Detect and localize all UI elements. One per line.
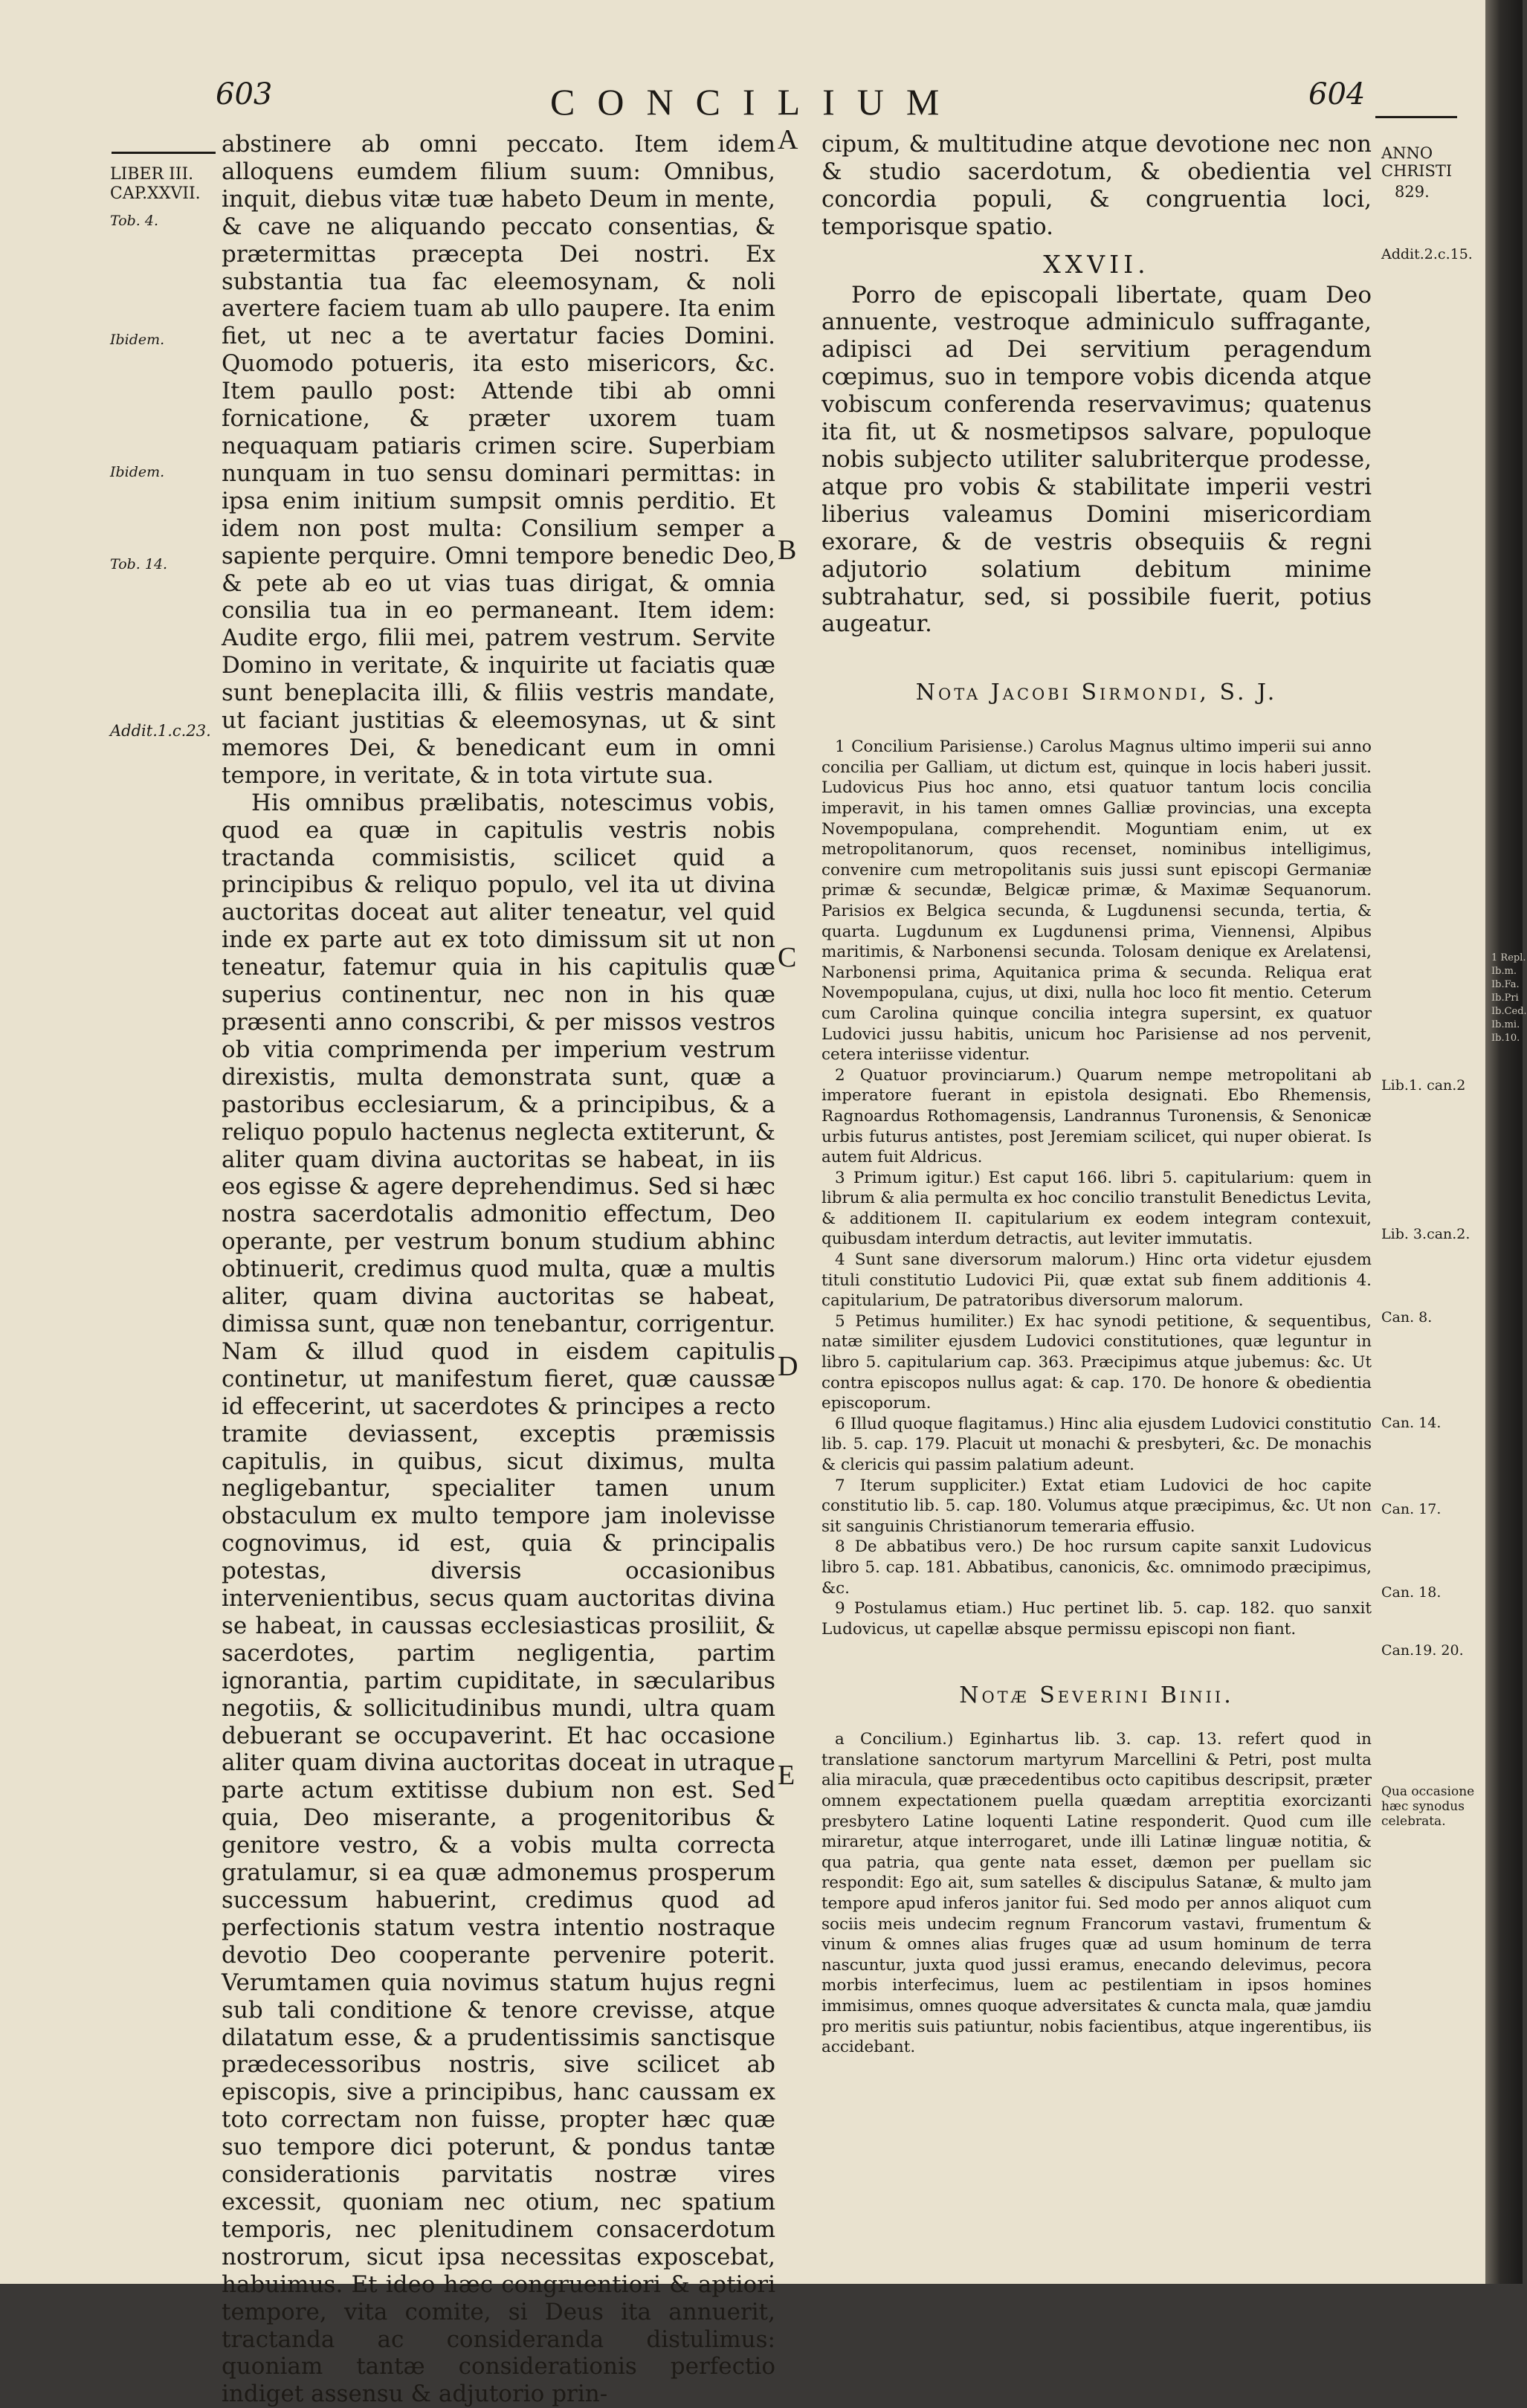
left-paragraph-2: His omnibus prælibatis, notescimus vobis, quod ea quæ in capitulis vestris nobis tractanda commisistis, scilicet quid a principibus & reliquo populo, vel ita ut divina auctoritas doceat aut aliter teneatur, vel quid inde ex parte aut ex toto dimissum sit ut non teneatur, fatemur quia in his capitulis quæ superius continentur, nec non in his quæ præsenti anno conscribi, & per missos vestros ob vitia comprimenda per imperium vestrum direxistis, multa demonstrata sunt, quæ a pastoribus ecclesiarum, & a principibus, & a reliquo populo hactenus neglecta extiterunt, & aliter quam divina auctoritas se habeat, in iis eos egisse & agere deprehendimus. Sed si hæc nostra sacerdotalis admonitio effectum, Deo operante, per vestrum bonum studium abhinc obtinuerit, credimus quod multa, quæ a multis aliter, quam divina auctoritas se habeat, dimissa sunt, quæ non tenebantur, corrigentur. Nam & illud quod in eisdem capitulis continetur, ut manifestum fieret, quæ caussæ id effecerint, ut sacerdotes & principes a recto tramite deviassent, exceptis præmissis capitulis, in quibus, sicut diximus, multa negligebantur, specialiter tamen unum obstaculum ex multo tempore jam inolevisse cognovimus, id est, quia & principalis potestas, diversis occasionibus intervenientibus, secus quam auctoritas divina se habeat, in caussas ecclesiasticas prosiliit, & sacerdotes, partim negligentia, partim ignorantia, partim cupiditate, in sæcularibus negotiis, & sollicitudinibus mundi, ultra quam debuerant se occupaverint. Et hac occasione aliter quam divina auctoritas doceat in utraque parte actum extitisse dubium non est. Sed quia, Deo miserante, a progenitoribus & genitore vestro, & a vobis multa correcta gratulamur, si ea quæ admonemus prosperum successum habuerint, credimus quod ad perfectionis statum vestra intentio nostraque devotio Deo cooperante pervenire poterit. Verumtamen quia novimus statum hujus regni sub tali conditione & tenore crevisse, atque dilatatum esse, & a prudentissimis sanctisque prædecessoribus nostris, sive scilicet ab episcopis, sive a principibus, hanc caussam ex toto correctam non fuisse, propter hæc quæ suo tempore dici poterunt, & pondus tantæ considerationis parvitatis nostræ vires excessit, quoniam nec otium, nec spatium temporis, nec plenitudinem consacerdotum nostrorum, sicut ipsa necessitas exposcebat, habuimus. Et ideo hæc congruentiori & aptiori tempore, vita comite, si Deus ita annuerit, tractanda ac consideranda distulimus: quoniam tantæ considerationis perfectio indiget assensu & adjutorio prin- [222, 789, 775, 2408]
spill-line: Ib.Fa. [1491, 979, 1520, 990]
margin-lib3: Lib. 3.can.2. [1381, 1226, 1470, 1242]
left-paragraph-1: abstinere ab omni peccato. Item idem alloquens eumdem filium suum: Omnibus, inquit, diebus vitæ tuæ habeto Deum in mente, & cave ne aliquando peccato consentias, & prætermittas præcepta Dei nostri. Ex substantia tua fac eleemosynam, & noli avertere faciem tuam ab ullo paupere. Ita enim fiet, ut nec a te avertatur facies Domini. Quomodo potueris, ita esto misericors, &c. Item paullo post: Attende tibi ab omni fornicatione, & præter uxorem tuam nequaquam patiaris crimen scire. Superbiam nunquam in tuo sensu dominari permittas: in ipsa enim initium sumpsit omnis perditio. Et idem non post multa: Consilium semper a sapiente perquire. Omni tempore benedic Deo, & pete ab eo ut vias tuas dirigat, & omnia consilia tua in eo permaneant. Item idem: Audite ergo, filii mei, patrem vestrum. Servite Domino in veritate, & inquirite ut faciatis quæ sunt beneplacita illi, & filiis vestris mandate, ut faciant justitias & eleemosynas, ut & sint memores Dei, & benedicant eum in omni tempore, in veritate, & in tota virtute sua. [222, 131, 775, 789]
section-marker-a: A [778, 124, 798, 155]
binii-note-a: a Concilium.) Eginhartus lib. 3. cap. 13. refert quod in translatione sanctorum martyrum Marcellini & Petri, post multa alia miracula, quæ præcedentibus octo capitibus descripsit, præter omnem expectationem puella quædam arreptitia exorcizanti presbytero Latine loquenti Latine responderit. Quod cum ille miraretur, atque interrogaret, unde illi Latinæ linguæ notitia, & qua patria, qua gente nata esset, dæmon per puellam sic respondit: Ego ait, sum satelles & discipulus Satanæ, & multo jam tempore apud inferos janitor fui. Sed modo per annos aliquot cum sociis meis undecim regnum Francorum vastavi, frumentum & vinum & omnes alias fruges quæ ad usum hominum de terra nascuntur, juxta quod jussi eramus, enecando delevimus, pecora morbis interfecimus, luem ac pestilentiam in ipsos homines immisimus, omnes quoque adversitates & cuncta mala, quæ jamdiu pro meritis suis patiuntur, nobis facientibus, atque ingerentibus, iis accidebant. [821, 1730, 1372, 2057]
margin-addit-right: Addit.2.c.15. [1381, 246, 1473, 262]
right-header-rule [1375, 116, 1457, 118]
note-4: 4 Sunt sane diversorum malorum.) Hinc orta videtur ejusdem tituli constitutio Ludovici Pii, quæ extat sub finem additionis 4. capitularium, De patratoribus diversorum malorum. [821, 1250, 1372, 1311]
right-paragraph-1: cipum, & multitudine atque devotione nec non & studio sacerdotum, & obedientia vel concordia populi, & congruentia loci, temporisque spatio. [821, 131, 1372, 240]
running-title: CONCILIUM [550, 81, 962, 123]
note-5: 5 Petimus humiliter.) Ex hac synodi petitione, & sequentibus, natæ similiter ejusdem Ludovici constitutiones, quæ leguntur in libro 5. capitularium cap. 363. Præcipimus atque jubemus: &c. Ut contra episcopos nullus agat: & cap. 170. De honore & obedientia episcoporum. [821, 1311, 1372, 1413]
margin-can17: Can. 17. [1381, 1501, 1442, 1517]
binii-notes [821, 1729, 1372, 2058]
binding-edge [1485, 0, 1527, 2284]
note-1: 1 Concilium Parisiense.) Carolus Magnus ultimo imperii sui anno concilia per Galliam, ut dictum est, quinque in locis haberi jussit. Ludovicus Pius hoc anno, etsi quatuor tantum locis concilia imperavit, in his tamen omnes Galliæ provincias, una excepta Novempopulana, comprehendit. Moguntiam enim, ut ex metropolitanorum, quos recenset, nominibus intelligimus, convenire cum metropolitanis suis jussi sunt episcopi Germaniæ primæ & secundæ, Belgicæ primæ, & Maximæ Sequanorum. Parisios ex Belgica secunda, & Lugdunensi secunda, tertia, & quarta. Lugdunum ex Lugdunensi prima, Viennensi, Alpibus maritimis, & Narbonensi secunda. Tolosam denique ex Arelatensi, Narbonensi prima, Aquitanica prima & secunda. Reliqua erat Novempopulana, cujus, ut dixi, nulla hoc loco fit mentio. Ceterum cum Carolina quinque concilia integra supersint, ex quatuor Ludovici jussu habitis, unicum hoc Parisiense ad nos pervenit, cetera interiisse videntur. [821, 737, 1372, 1065]
right-paragraph-2: Porro de episcopali libertate, quam Deo annuente, vestroque adminiculo suffragante, adipisci ad Dei servitium peragendum cœpimus, suo in tempore vobis dicenda atque vobiscum conferenda reservavimus; quatenus ita fit, ut & nosmetipsos salvare, populoque nobis subjecto utiliter salubriterque prodesse, atque pro vobis & stabilitate imperii vestri liberius valeamus Domini misericordiam exorare, & de vestris obsequiis & regni adjutorio solatium debitum minime subtrahatur, sed, si possibile fuerit, potius augeatur. [821, 281, 1372, 638]
nota-sirmondi-heading: Nota Jacobi Sirmondi, S. J. [915, 680, 1278, 706]
spill-line: Ib.m. [1491, 966, 1517, 977]
right-column [821, 131, 1372, 2058]
left-page-number: 603 [216, 77, 273, 112]
margin-christi: CHRISTI [1381, 162, 1453, 180]
notae-binii-heading: Notæ Severini Binii. [959, 1682, 1234, 1709]
margin-tob4: Tob. 4. [110, 213, 159, 229]
note-9: 9 Postulamus etiam.) Huc pertinet lib. 5. cap. 182. quo sanxit Ludovicus, ut capellæ absque permissu episcopi non fiant. [821, 1599, 1372, 1639]
margin-occasio: Qua occasione hæc synodus celebrata. [1381, 1784, 1475, 1829]
margin-can8: Can. 8. [1381, 1309, 1433, 1326]
right-page-number: 604 [1308, 77, 1366, 112]
chapter-heading: XXVII. [1043, 249, 1150, 279]
spill-line: 1 Repl. [1491, 952, 1526, 963]
section-marker-c: C [778, 942, 797, 973]
left-column [222, 131, 775, 2408]
sirmondi-notes [821, 737, 1372, 1639]
running-header [0, 77, 1485, 122]
spill-line: Ib.Pri [1491, 992, 1519, 1004]
margin-tob14: Tob. 14. [110, 556, 168, 572]
margin-cap: CAP.XXVII. [110, 184, 201, 203]
spill-line: Ib.mi. [1491, 1019, 1520, 1030]
spill-line: Ib.10. [1491, 1033, 1520, 1044]
margin-ibidem-2: Ibidem. [110, 464, 165, 480]
note-2: 2 Quatuor provinciarum.) Quarum nempe metropolitani ab imperatore fuerant in epistola designati. Ebo Rhemensis, Ragnoardus Rothomagensis, Landrannus Turonensis, & Senonicæ urbis futurus antistes, post Jeremiam scilicet, qui nuper obierat. Is autem fuit Aldricus. [821, 1065, 1372, 1167]
note-8: 8 De abbatibus vero.) De hoc rursum capite sanxit Ludovicus libro 5. cap. 181. Abbatibus, canonicis, &c. omnimodo præcipimus, &c. [821, 1537, 1372, 1598]
margin-can14: Can. 14. [1381, 1415, 1442, 1431]
note-3: 3 Primum igitur.) Est caput 166. libri 5. capitularium: quem in librum & alia permulta ex hoc concilio transtulit Benedictus Levita, & additionem II. capitularium ex eodem integram contexuit, quibusdam interdum detractis, aut leviter immutatis. [821, 1168, 1372, 1249]
margin-addit: Addit.1.c.23. [110, 722, 211, 740]
adjacent-page-spill [1491, 952, 1527, 1045]
margin-lib1: Lib.1. can.2 [1381, 1077, 1466, 1094]
margin-can18: Can. 18. [1381, 1584, 1442, 1601]
section-marker-b: B [778, 535, 797, 566]
margin-year: 829. [1395, 183, 1430, 201]
left-header-rule [112, 152, 216, 154]
section-marker-e: E [778, 1760, 795, 1791]
note-7: 7 Iterum suppliciter.) Extat etiam Ludovici de hoc capite constitutio lib. 5. cap. 180. Volumus atque præcipimus, &c. Ut non sit sanguinis Christianorum temeraria effusio. [821, 1476, 1372, 1536]
margin-ibidem-1: Ibidem. [110, 332, 165, 348]
margin-liber: LIBER III. [110, 165, 194, 184]
note-6: 6 Illud quoque flagitamus.) Hinc alia ejusdem Ludovici constitutio lib. 5. cap. 179. Placuit ut monachi & presbyteri, &c. De monachis & clericis qui passim palatium adeunt. [821, 1414, 1372, 1474]
section-marker-d: D [778, 1351, 798, 1382]
margin-can19-20: Can.19. 20. [1381, 1642, 1464, 1659]
margin-anno: ANNO [1381, 144, 1433, 162]
spill-line: Ib.Ced. [1491, 1006, 1527, 1017]
